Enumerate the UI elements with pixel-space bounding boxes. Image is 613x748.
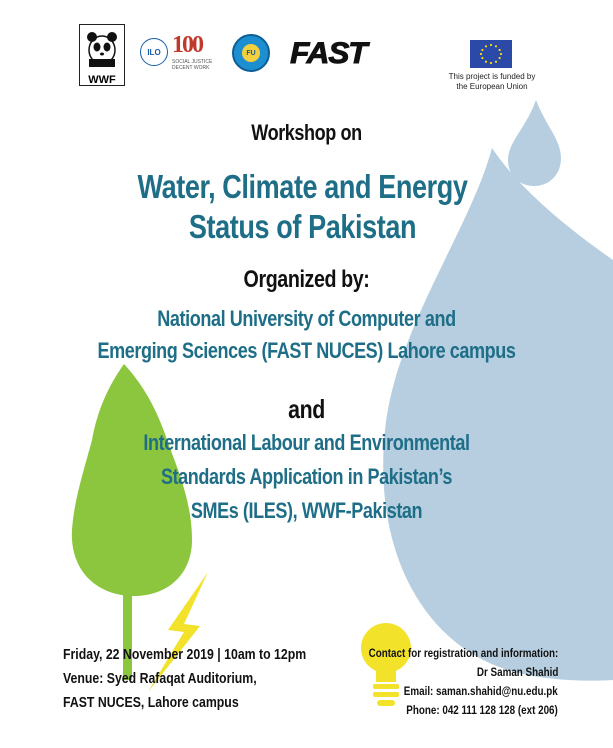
- eu-stars-icon: [470, 40, 512, 68]
- organizer-2-line-1: International Labour and Environmental: [143, 430, 470, 455]
- organizer-1-line-2: Emerging Sciences (FAST NUCES) Lahore campus: [97, 338, 516, 363]
- wwf-logo: [79, 24, 125, 86]
- contact-heading: Contact for registration and information:: [368, 646, 558, 660]
- fast-logo: [292, 38, 366, 70]
- ilo-logo: [140, 38, 168, 66]
- ilo-logo-text: ILO: [147, 47, 161, 57]
- ilo-100-tagline-1: SOCIAL JUSTICE: [172, 59, 213, 65]
- fast-logo-text: FAST: [290, 37, 367, 70]
- ilo-100-tagline-2: DECENT WORK: [172, 65, 210, 71]
- organized-by-heading: Organized by:: [243, 266, 370, 293]
- eu-funding-note-line-1: This project is funded by: [448, 72, 536, 81]
- event-venue-line-1: Venue: Syed Rafaqat Auditorium,: [63, 670, 257, 687]
- organizer-2-line-3: SMEs (ILES), WWF-Pakistan: [190, 498, 423, 523]
- contact-name: Dr Saman Shahid: [476, 665, 558, 679]
- contact-phone: Phone: 042 111 128 128 (ext 206): [406, 703, 558, 717]
- organizer-2-line-2: Standards Application in Pakistan’s: [160, 464, 453, 489]
- eu-flag: [470, 40, 512, 68]
- workshop-intro: Workshop on: [251, 120, 362, 145]
- contact-email: Email: saman.shahid@nu.edu.pk: [404, 684, 558, 698]
- eu-funding-note: [436, 72, 548, 92]
- and-conjunction: and: [288, 394, 325, 424]
- event-venue-line-2: FAST NUCES, Lahore campus: [63, 694, 239, 711]
- fast-seal-logo: [232, 34, 270, 72]
- ilo-100-logo: [172, 33, 220, 73]
- panda-icon: [80, 25, 124, 69]
- wwf-logo-text: WWF: [88, 74, 116, 86]
- workshop-title-line-2: Status of Pakistan: [188, 208, 417, 245]
- organizer-1-line-1: National University of Computer and: [157, 306, 456, 331]
- ilo-100-number: 100: [172, 32, 202, 58]
- workshop-title-line-1: Water, Climate and Energy: [137, 168, 468, 205]
- fast-seal-text: FU: [246, 49, 256, 57]
- event-date-time: Friday, 22 November 2019 | 10am to 12pm: [63, 646, 307, 663]
- eu-funding-note-line-2: the European Union: [456, 82, 528, 91]
